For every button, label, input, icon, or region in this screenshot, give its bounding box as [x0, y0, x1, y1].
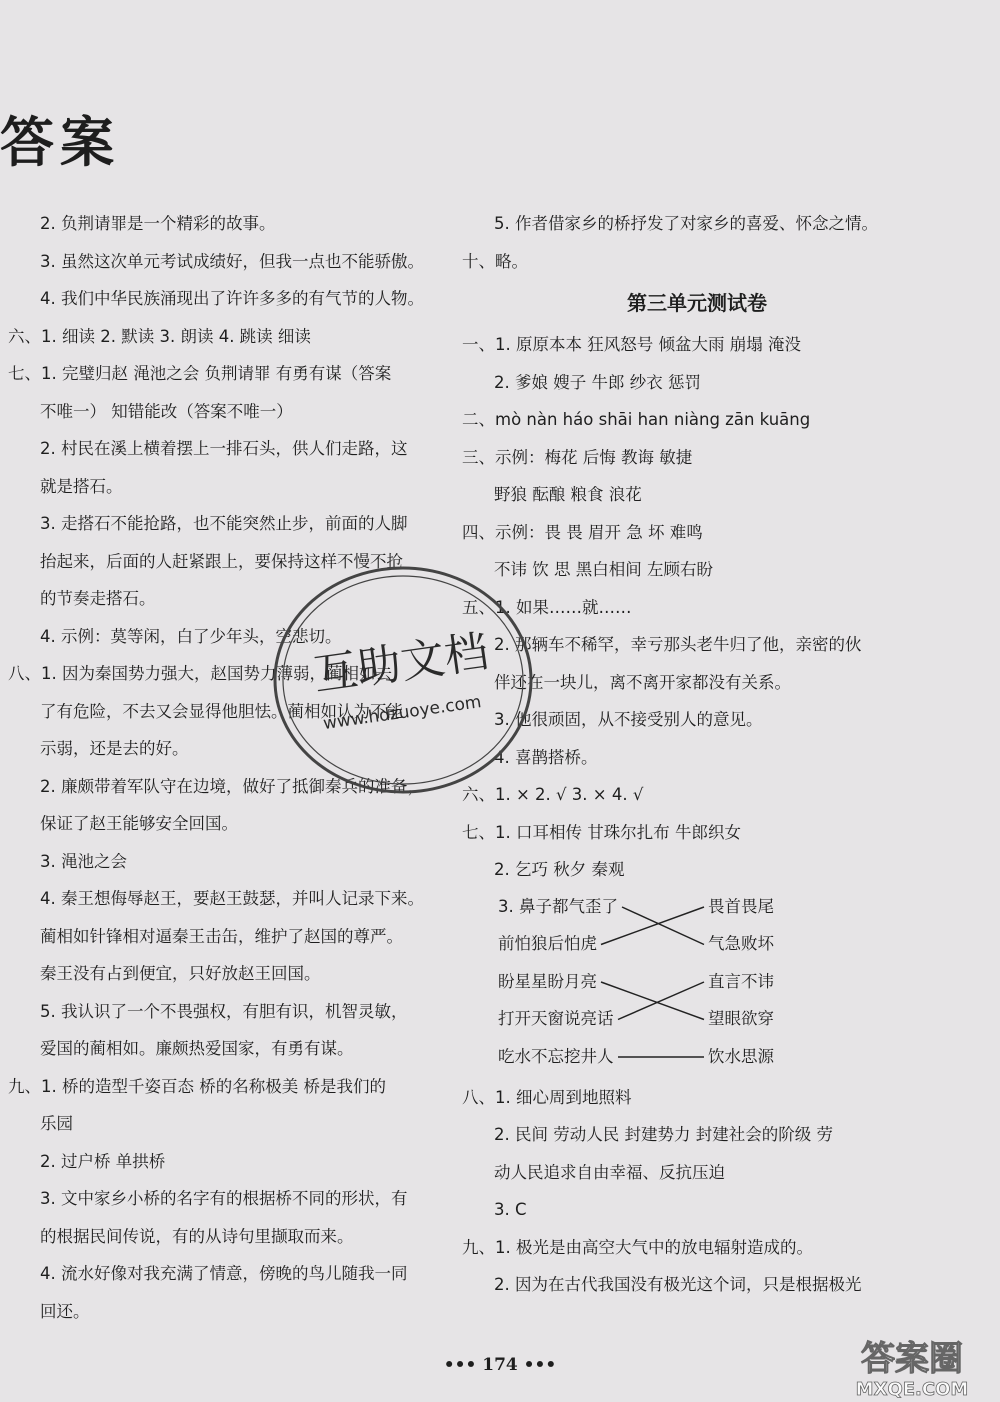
text-line: 六、1. 细读 2. 默读 3. 朗读 4. 跳读 细读: [8, 326, 311, 346]
text-line: 乐园: [40, 1114, 73, 1133]
watermark-main-text: 答案圈: [861, 1339, 963, 1379]
match-row: [498, 968, 898, 996]
text-line: 2. 民间 劳动人民 封建势力 封建社会的阶级 劳: [494, 1125, 833, 1144]
matching-exercise: [498, 889, 892, 1079]
match-row: [498, 1005, 898, 1033]
text-line: 4. 流水好像对我充满了情意，傍晚的鸟儿随我一同: [40, 1264, 408, 1283]
text-line: 八、1. 细心周到地照料: [462, 1087, 632, 1107]
text-line: 动人民追求自由幸福、反抗压迫: [494, 1162, 725, 1182]
text-line: 九、1. 极光是由高空大气中的放电辐射造成的。: [462, 1237, 813, 1257]
text-line: 2. 爹娘 嫂子 牛郎 纱衣 惩罚: [494, 372, 701, 392]
text-line: 4. 我们中华民族涌现出了许许多多的有气节的人物。: [40, 289, 424, 308]
page-number-value: 174: [482, 1355, 518, 1375]
text-line: 保证了赵王能够安全回国。: [40, 814, 238, 833]
text-line: 3. 走搭石不能抢路，也不能突然止步，前面的人脚: [40, 514, 408, 533]
page-dots-left: •••: [443, 1355, 477, 1375]
text-line: 三、示例：梅花 后悔 教诲 敏捷: [462, 447, 693, 467]
text-line: 不唯一） 知错能改（答案不唯一）: [40, 401, 293, 421]
text-line: 就是搭石。: [40, 476, 123, 496]
stamp-url-text: www.hdzuoye.com: [321, 692, 483, 735]
match-right-item: 饮水思源: [708, 1046, 774, 1066]
text-line: 5. 我认识了一个不畏强权，有胆有识，机智灵敏，: [40, 1001, 408, 1021]
text-line: 五、1. 如果……就……: [462, 597, 632, 617]
right-bottom-block: [462, 1079, 892, 1304]
stamp-logo: [268, 560, 538, 800]
text-line: 3. C: [494, 1200, 527, 1219]
match-left-item: 盼星星盼月亮: [498, 971, 597, 991]
text-line: 示弱，还是去的好。: [40, 739, 189, 758]
text-line: 六、1. × 2. √ 3. × 4. √: [462, 785, 644, 804]
text-line: 的节奏走搭石。: [40, 589, 156, 608]
text-line: 九、1. 桥的造型千姿百态 桥的名称极美 桥是我们的: [8, 1076, 386, 1096]
text-line: 七、1. 口耳相传 甘珠尔扎布 牛郎织女: [462, 822, 741, 842]
text-line: 4. 喜鹊搭桥。: [494, 747, 598, 767]
text-line: 秦王没有占到便宜，只好放赵王回国。: [40, 964, 321, 983]
text-line: 四、示例：畏 畏 眉开 急 坏 难鸣: [462, 522, 703, 542]
text-line: 十、略。: [462, 251, 528, 271]
right-top-block: [462, 205, 892, 280]
text-line: 2. 过户桥 单拱桥: [40, 1151, 166, 1171]
match-left-item: 前怕狼后怕虎: [498, 934, 597, 953]
stamp-main-text: 互助文档: [310, 626, 492, 702]
text-line: 2. 乞巧 秋夕 秦观: [494, 860, 625, 879]
match-row: [498, 893, 898, 921]
text-line: 4. 秦王想侮辱赵王，要赵王鼓瑟，并叫人记录下来。: [40, 889, 424, 908]
text-line: 2. 负荆请罪是一个精彩的故事。: [40, 214, 276, 233]
match-row: [498, 1043, 898, 1071]
text-line: 2. 那辆车不稀罕，幸亏那头老牛归了他，亲密的伙: [494, 635, 862, 654]
text-line: 4. 示例：莫等闲，白了少年头，空悲切。: [40, 626, 342, 646]
match-left-item: 3. 鼻子都气歪了: [498, 896, 618, 916]
text-line: 2. 因为在古代我国没有极光这个词，只是根据极光: [494, 1275, 862, 1294]
match-left-item: 吃水不忘挖井人: [498, 1046, 614, 1066]
text-line: 5. 作者借家乡的桥抒发了对家乡的喜爱、怀念之情。: [494, 214, 878, 233]
watermark-sub-text: MXQE.COM: [855, 1379, 969, 1400]
text-line: 不讳 饮 思 黑白相间 左顾右盼: [494, 560, 713, 579]
text-line: 八、1. 因为秦国势力强大，赵国势力薄弱，蔺相如去: [8, 664, 392, 683]
text-line: 野狼 酝酿 粮食 浪花: [494, 485, 642, 504]
match-right-item: 畏首畏尾: [708, 896, 774, 916]
text-line: 七、1. 完璧归赵 渑池之会 负荆请罪 有勇有谋（答案: [8, 364, 392, 383]
text-line: 伴还在一块儿，离不离开家都没有关系。: [494, 672, 791, 692]
text-line: 的根据民间传说，有的从诗句里撷取而来。: [40, 1226, 354, 1246]
text-line: 回还。: [40, 1301, 90, 1321]
text-line: 3. 文中家乡小桥的名字有的根据桥不同的形状，有: [40, 1189, 408, 1208]
match-right-item: 直言不讳: [708, 971, 774, 991]
text-line: 3. 他很顽固，从不接受别人的意见。: [494, 710, 763, 729]
text-line: 2. 廉颇带着军队守在边境，做好了抵御秦兵的准备，: [40, 776, 424, 796]
text-line: 3. 虽然这次单元考试成绩好，但我一点也不能骄傲。: [40, 251, 424, 271]
match-row: [498, 930, 898, 958]
text-line: 二、mò nàn háo shāi han niàng zān kuāng: [462, 410, 811, 429]
page-title: 答案: [0, 111, 120, 174]
watermark-logo: [830, 1335, 995, 1400]
text-line: 2. 村民在溪上横着摆上一排石头，供人们走路，这: [40, 439, 408, 458]
section-title: 第三单元测试卷: [627, 291, 767, 315]
text-line: 3. 渑池之会: [40, 851, 127, 871]
page-dots-right: •••: [523, 1355, 557, 1375]
text-line: 一、1. 原原本本 狂风怒号 倾盆大雨 崩塌 淹没: [462, 335, 801, 354]
text-line: 抬起来，后面的人赶紧跟上，要保持这样不慢不抢: [40, 551, 403, 571]
text-line: 了有危险，不去又会显得他胆怯。蔺相如认为不能: [40, 701, 403, 721]
text-line: 蔺相如针锋相对逼秦王击缶，维护了赵国的尊严。: [40, 926, 403, 946]
match-left-item: 打开天窗说亮话: [498, 1009, 614, 1028]
text-line: 爱国的蔺相如。廉颇热爱国家，有勇有谋。: [40, 1039, 354, 1058]
match-right-item: 气急败坏: [708, 934, 774, 953]
match-right-item: 望眼欲穿: [708, 1009, 774, 1028]
